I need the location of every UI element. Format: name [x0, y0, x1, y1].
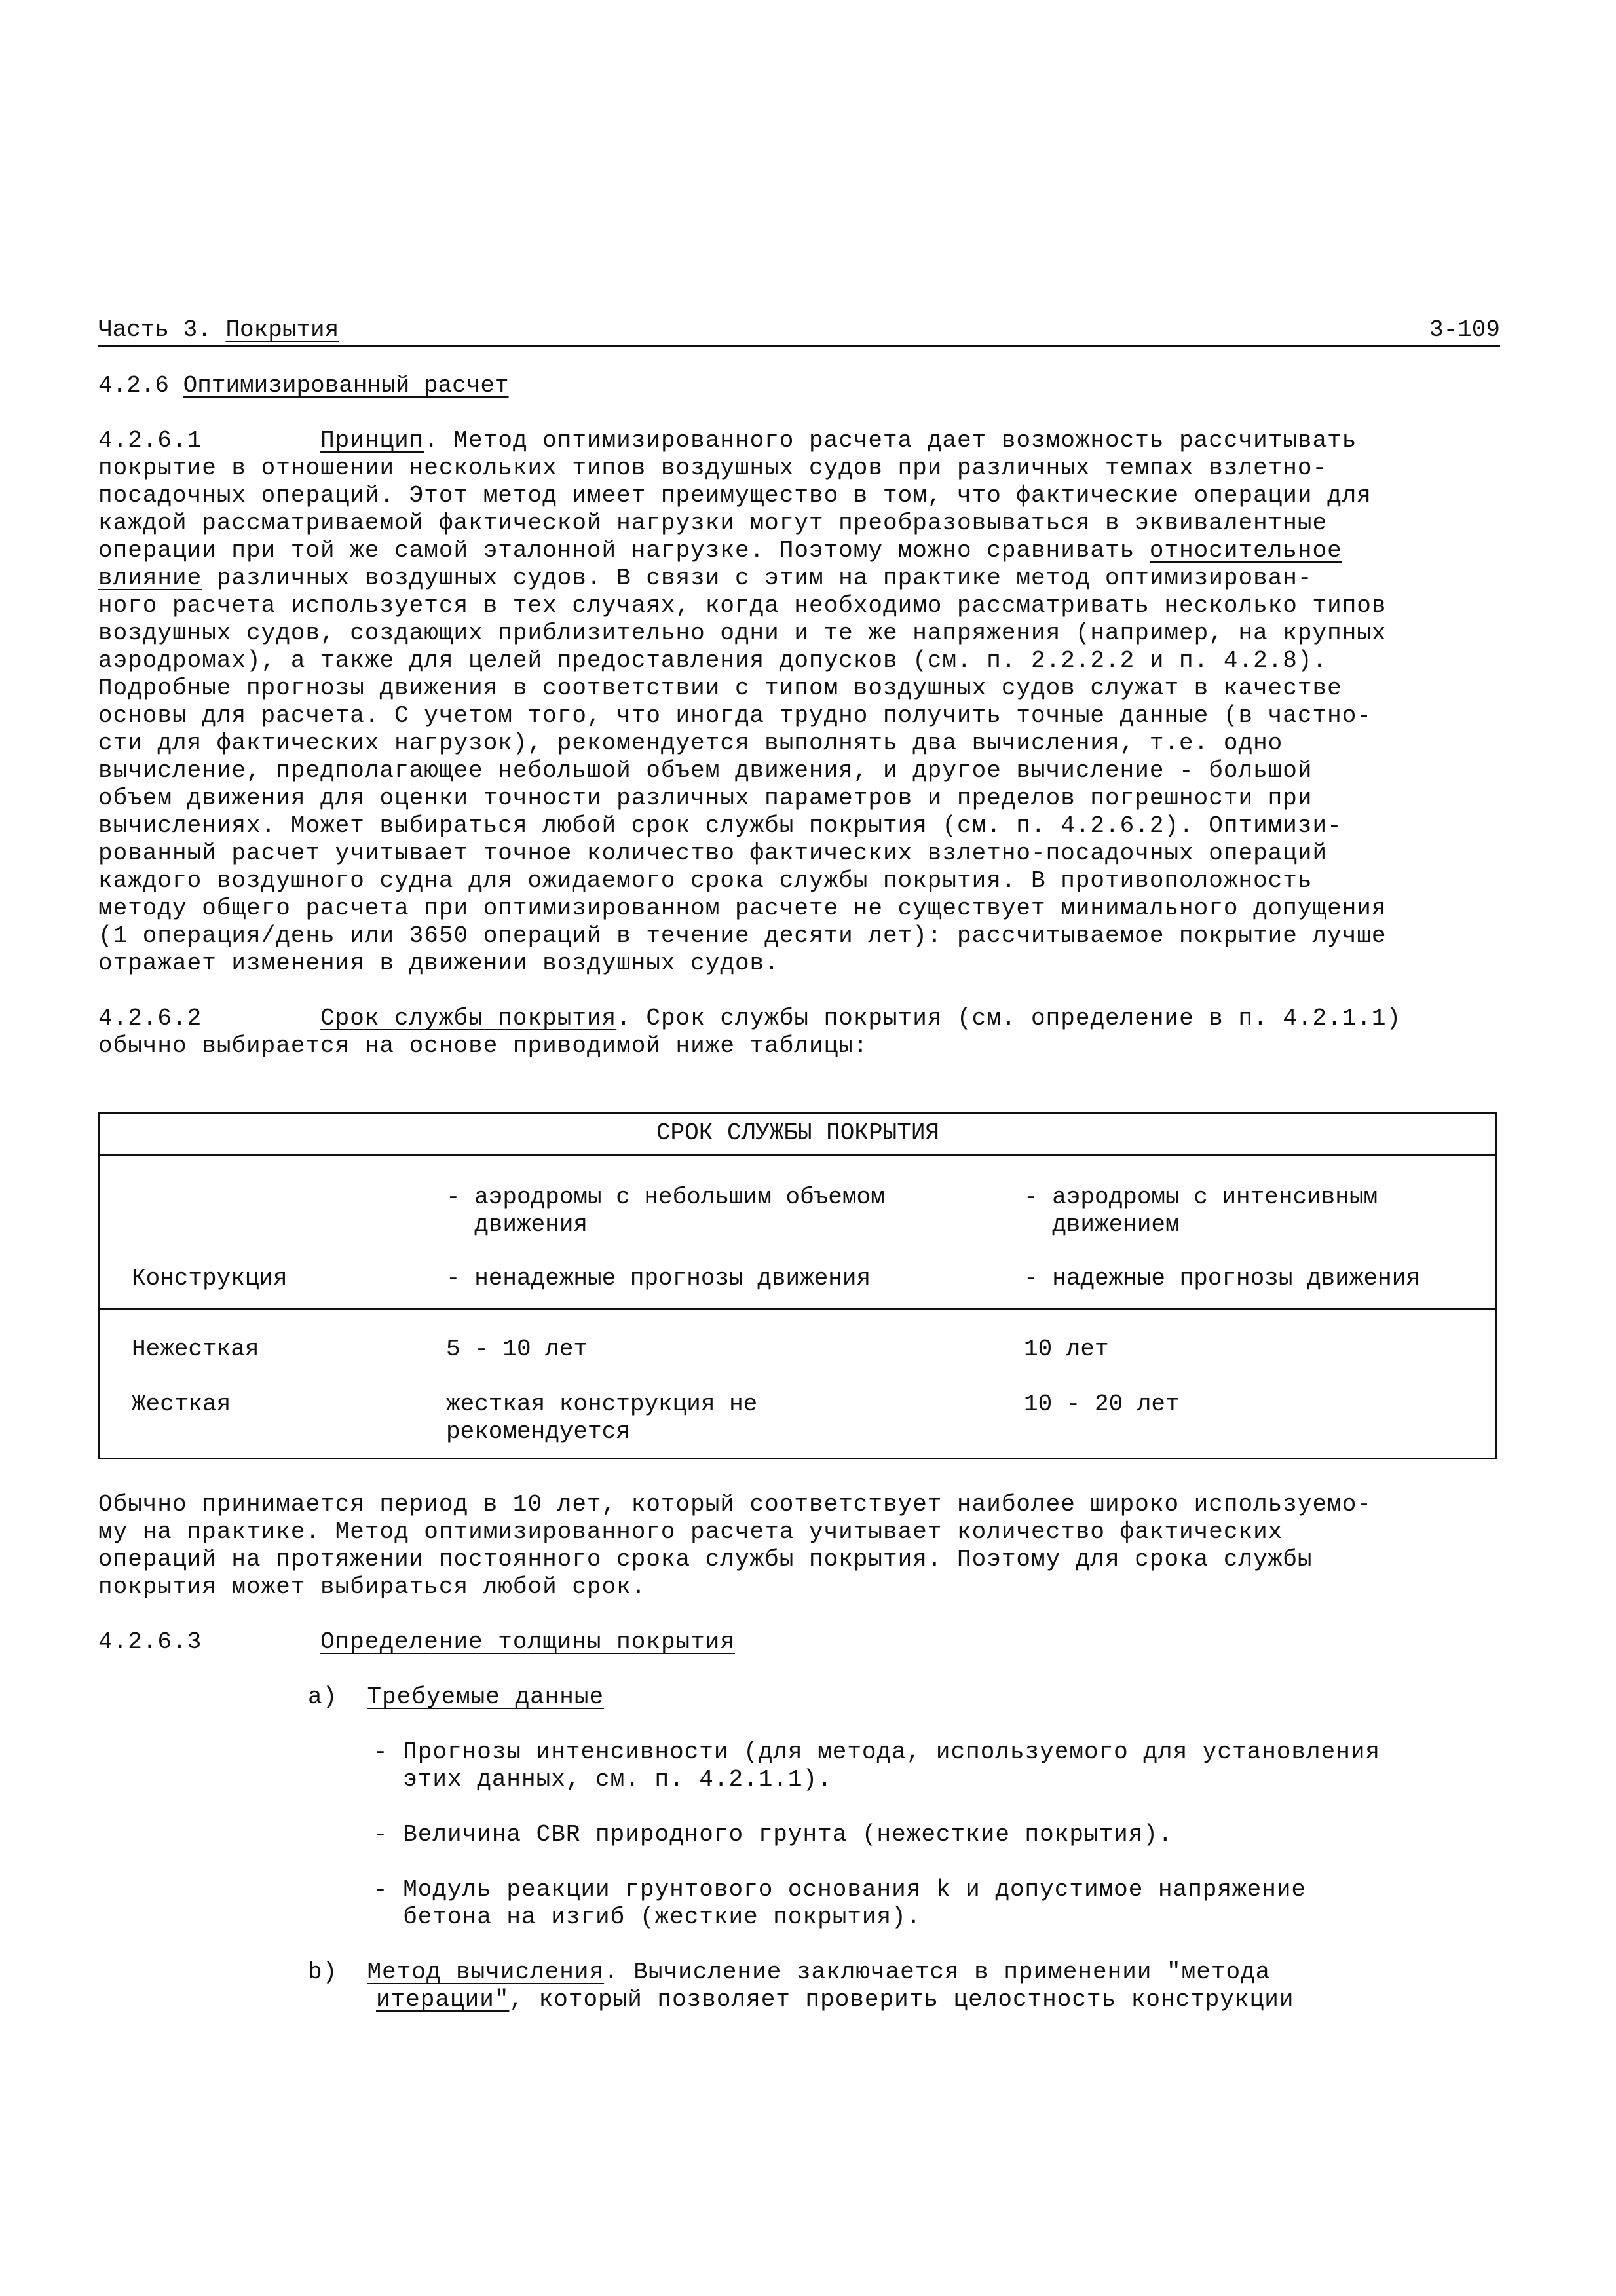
- text-line: каждого воздушного судна для ожидаемого срока службы покрытия. В противоположность: [98, 867, 1313, 894]
- text-run: операции при той же самой эталонной нагрузке. Поэтому можно сравнивать: [98, 537, 1150, 564]
- item-label: b): [308, 1959, 338, 1985]
- bullet-item: - Модуль реакции грунтового основания k и допустимое напряжение: [373, 1876, 1307, 1903]
- text-line: вычислениях. Может выбираться любой срок службы покрытия (см. п. 4.2.6.2). Оптимизи-: [98, 812, 1342, 839]
- text-line: посадочных операций. Этот метод имеет преимущество в том, что фактические операции для: [98, 482, 1372, 509]
- row-construction: Жесткая: [132, 1391, 231, 1418]
- text-line: вычисление, предполагающее небольшой объем движения, и другое вычисление - большой: [98, 757, 1313, 784]
- bullet-item-cont: бетона на изгиб (жесткие покрытия).: [373, 1904, 922, 1930]
- paragraph-number: 4.2.6.1: [98, 427, 202, 454]
- text-line: воздушных судов, создающих приблизительно одни и те же напряжения (например, на крупных: [98, 620, 1387, 647]
- item-heading: Требуемые данные: [367, 1684, 605, 1710]
- col-high-traffic-line1: - аэродромы с интенсивным: [1024, 1184, 1378, 1211]
- text-line: покрытия может выбираться любой срок.: [98, 1573, 647, 1600]
- text-run: . Срок службы покрытия (см. определение в п. 4.2.1.1): [616, 1005, 1402, 1032]
- text-line: (1 операция/день или 3650 операций в течение десяти лет): рассчитываемое покрытие лучше: [98, 922, 1387, 949]
- row-high-traffic-value: 10 - 20 лет: [1024, 1391, 1180, 1418]
- text-run: . Вычисление заключается в применении "метода: [604, 1959, 1271, 1985]
- table-header-rule: [100, 1308, 1495, 1310]
- col-construction-header: Конструкция: [132, 1265, 288, 1292]
- text-line: отражает изменения в движении воздушных судов.: [98, 950, 780, 977]
- section-number: 4.2.6: [98, 372, 170, 399]
- section-heading: [98, 372, 509, 400]
- text-line: каждой рассматриваемой фактической нагрузки могут преобразовываться в эквивалентные: [98, 510, 1328, 536]
- table-title: СРОК СЛУЖБЫ ПОКРЫТИЯ: [656, 1120, 940, 1146]
- text-line: [98, 537, 1539, 565]
- text-line: обычно выбирается на основе приводимой ниже таблицы:: [98, 1032, 869, 1059]
- text-run: . Метод оптимизированного расчета дает возможность рассчитывать: [424, 427, 1357, 454]
- text-line: [98, 1628, 1539, 1656]
- table-title-rule: [100, 1154, 1495, 1156]
- part-title: Покрытия: [225, 316, 339, 343]
- col-low-traffic-line2: движения: [446, 1211, 588, 1238]
- bullet-item-cont: этих данных, см. п. 4.2.1.1).: [373, 1766, 833, 1793]
- paragraph-number: 4.2.6.2: [98, 1005, 202, 1032]
- row-low-traffic-value-cont: рекомендуется: [446, 1418, 630, 1445]
- item-heading: Метод вычисления: [367, 1959, 605, 1985]
- item-label: a): [308, 1684, 338, 1710]
- col-low-traffic-line1: - аэродромы с небольшим объемом: [446, 1184, 885, 1211]
- section-title: Оптимизированный расчет: [183, 372, 509, 399]
- underlined-term: относительное: [1149, 537, 1342, 564]
- text-line: [98, 427, 1539, 455]
- text-line: [376, 1986, 1616, 2014]
- text-line: методу общего расчета при оптимизированном расчете не существует минимального допущения: [98, 895, 1387, 922]
- text-line: му на практике. Метод оптимизированного расчета учитывает количество фактических: [98, 1518, 1283, 1545]
- text-line: [308, 1684, 1616, 1711]
- text-line: объем движения для оценки точности различных параметров и пределов погрешности при: [98, 785, 1313, 812]
- running-header-left: [98, 316, 339, 344]
- text-run: , который позволяет проверить целостность конструкции: [509, 1986, 1294, 2013]
- paragraph-heading: Срок службы покрытия: [320, 1005, 617, 1032]
- bullet-item: - Величина CBR природного грунта (нежесткие покрытия).: [373, 1821, 1173, 1848]
- paragraph-heading: Принцип: [320, 427, 424, 454]
- text-line: основы для расчета. С учетом того, что иногда трудно получить точные данные (в частно-: [98, 702, 1372, 729]
- text-line: [98, 565, 1539, 592]
- underlined-term: итерации": [376, 1986, 510, 2013]
- text-line: аэродромах), а также для целей предоставления допусков (см. п. 2.2.2.2 и п. 4.2.8).: [98, 647, 1328, 674]
- service-life-table: [98, 1112, 1497, 1459]
- text-line: [308, 1959, 1616, 1986]
- underlined-term: влияние: [98, 565, 202, 592]
- text-line: [98, 1005, 1539, 1032]
- row-construction: Нежесткая: [132, 1336, 259, 1363]
- text-line: операций на протяжении постоянного срока службы покрытия. Поэтому для срока службы: [98, 1546, 1313, 1573]
- bullet-item: - Прогнозы интенсивности (для метода, используемого для установления: [373, 1739, 1381, 1765]
- text-line: Обычно принимается период в 10 лет, который соответствует наиболее широко используемо-: [98, 1491, 1372, 1518]
- text-run: различных воздушных судов. В связи с этим на практике метод оптимизирован-: [202, 565, 1313, 592]
- text-line: ного расчета используется в тех случаях, когда необходимо рассматривать несколько типов: [98, 592, 1387, 619]
- row-low-traffic-value: 5 - 10 лет: [446, 1336, 588, 1363]
- col-unreliable-forecast: - ненадежные прогнозы движения: [446, 1265, 871, 1292]
- text-line: рованный расчет учитывает точное количество фактических взлетно-посадочных операций: [98, 840, 1328, 867]
- col-reliable-forecast: - надежные прогнозы движения: [1024, 1265, 1420, 1292]
- text-line: покрытие в отношении нескольких типов воздушных судов при различных темпах взлетно-: [98, 455, 1328, 481]
- text-line: сти для фактических нагрузок), рекомендуется выполнять два вычисления, т.е. одно: [98, 730, 1283, 757]
- header-rule: [98, 345, 1500, 347]
- col-high-traffic-line2: движением: [1024, 1211, 1180, 1238]
- page-number: 3-109: [1429, 316, 1500, 343]
- paragraph-number: 4.2.6.3: [98, 1628, 202, 1655]
- part-label: Часть 3.: [98, 316, 212, 343]
- paragraph-heading: Определение толщины покрытия: [320, 1628, 735, 1655]
- row-low-traffic-value: жесткая конструкция не: [446, 1391, 758, 1418]
- text-line: Подробные прогнозы движения в соответствии с типом воздушных судов служат в качестве: [98, 675, 1342, 702]
- row-high-traffic-value: 10 лет: [1024, 1336, 1109, 1363]
